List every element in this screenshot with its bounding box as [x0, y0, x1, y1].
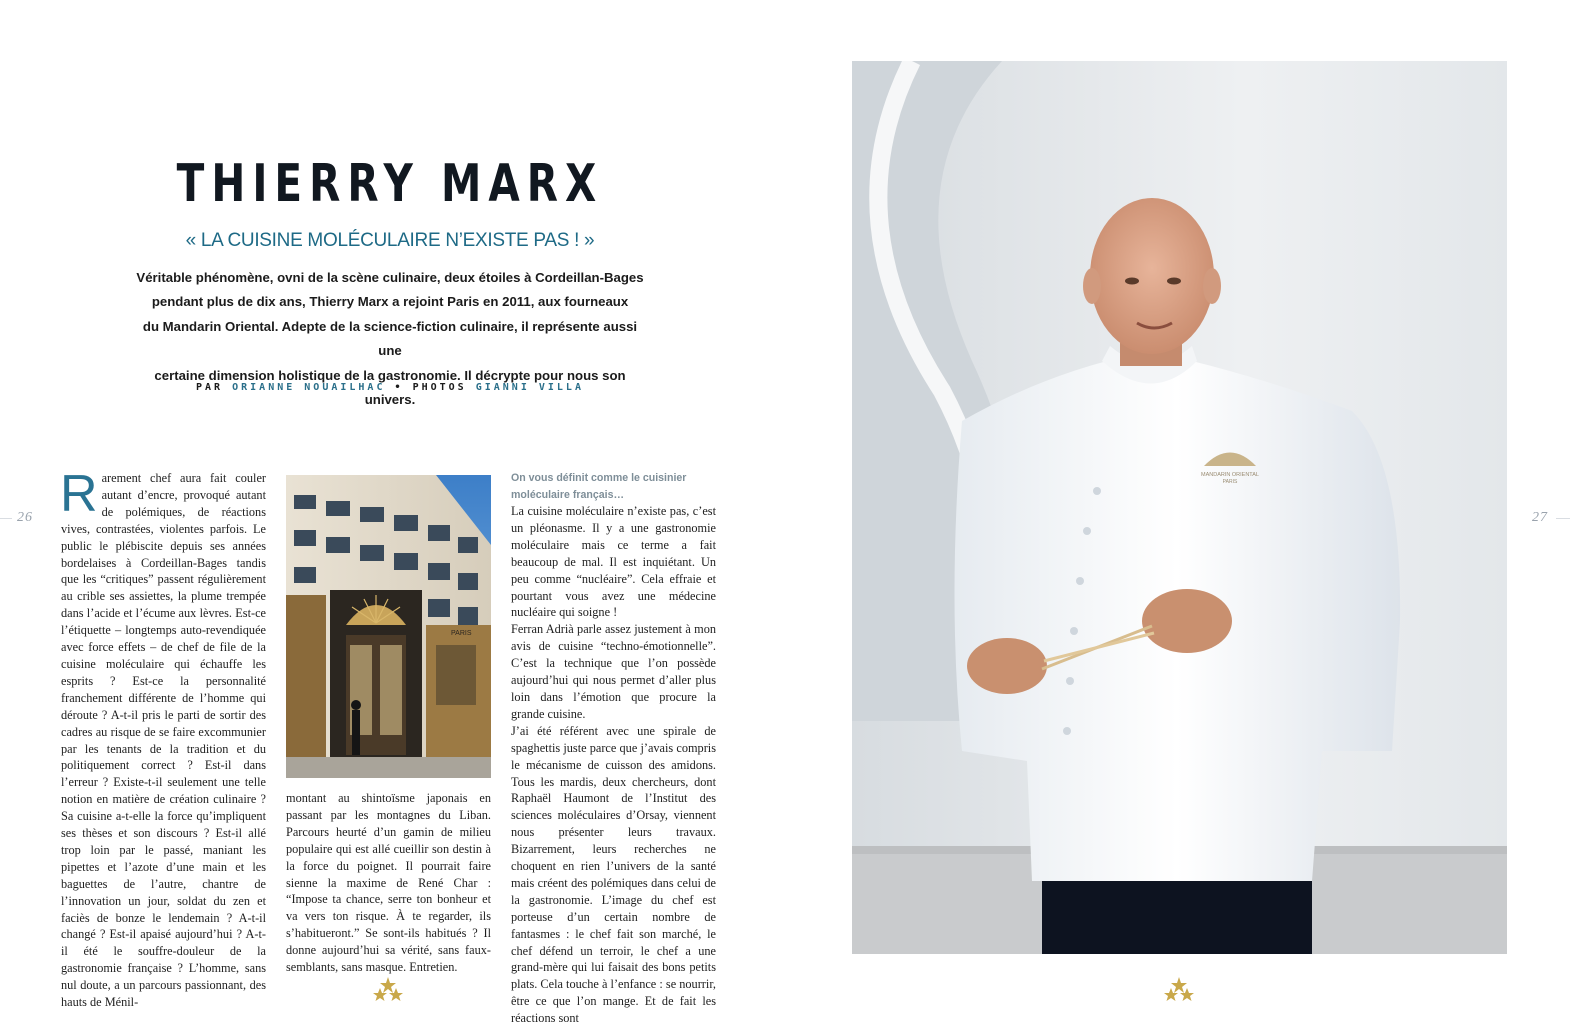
- chef-portrait-photo: [852, 61, 1507, 954]
- lead-line: du Mandarin Oriental. Adepte de la science-fiction culinaire, il représente aussi une: [142, 318, 638, 359]
- body-column-1: [60, 465, 266, 1010]
- credit-by-label: PAR: [196, 382, 224, 393]
- author-name: ORIANNE NOUAILHAC: [232, 382, 386, 393]
- body-column-3: [511, 470, 716, 1027]
- article-subtitle: « LA CUISINE MOLÉCULAIRE N’EXISTE PAS ! »: [185, 230, 595, 251]
- jacket-logo-text: MANDARIN ORIENTAL: [1201, 472, 1259, 478]
- body-column-2: [286, 790, 491, 976]
- lead-line: certaine dimension holistique de la gastronomie. Il décrypte pour nous son univers.: [154, 367, 626, 408]
- lead-line: Véritable phénomène, ovni de la scène culinaire, deux étoiles à Cordeillan-Bages: [136, 270, 644, 285]
- page-number-left: 26: [17, 510, 33, 525]
- article-credits: [100, 382, 680, 393]
- page-rule-right: [1556, 518, 1570, 519]
- column-text: arement chef aura fait couler autant d’encre, provoqué autant de polémiques, de réactions vives, contrastées, violentes parfois. Le public le plébiscite depuis ses années bordelaises à Cordeillan-Bages tandis que les “critiques” passent régulièrement au crible ses assiettes, la plume trempée dans l’acide et l’écume aux lèvres. Est-ce l’étiquette – longtemps auto-revendiquée avec force effets – de chef de file de la cuisine moléculaire qui échauffe les esprits ? Est-ce la personnalité franchement différente de l’homme qui déroute ? A-t-il pris le parti de sortir des cadres au risque de se faire excommunier par les tenants de la tradition et du politiquement correct ? Est-il dans l’erreur ? Existe-t-il seulement une telle notion en matière de création culinaire ? Sa cuisine a-t-elle la force qu’impliquent ses thèses et son discours ? Est-il allé trop loin par le passé, maniant les pipettes et l’azote d’une main et les baguettes de l’autre, chantre de l’innovation un jour, soldat du zen et faciès de bonze le lendemain ? A-t-il changé ? Est-il apaisé aujourd’hui ? A-t-il été le souffre-douleur de la gastronomie française ? L’homme, sans nul doute, a un parcours passionnant, des hauts de Ménil-: [61, 471, 266, 1010]
- interview-question: On vous définit comme le cuisinier moléculaire français…: [511, 472, 687, 501]
- article-title: THIERRY MARX: [176, 154, 604, 214]
- credit-photos-label: PHOTOS: [412, 382, 467, 393]
- hotel-building-photo: [286, 475, 491, 778]
- building-sign-text: PARIS: [451, 630, 472, 637]
- jacket-logo-city: PARIS: [1222, 479, 1238, 485]
- answer-paragraph: La cuisine moléculaire n’existe pas, c’est un pléonasme. Il y a une gastronomie moléculaire mais ce terme a fait beaucoup de mal. Il est inquiétant. Un peu comme “nucléaire”. Cela effraie et pourtant vous avez une médecine nucléaire qui soigne !: [511, 504, 716, 620]
- lead-line: pendant plus de dix ans, Thierry Marx a rejoint Paris en 2011, aux fourneaux: [151, 294, 629, 310]
- star-ornament-icon: [372, 976, 404, 1004]
- answer-paragraph: Ferran Adrià parle assez justement à mon avis de cuisine “techno-émotionnelle”. C’est la technique que l’on possède aujourd’hui qui nous permet d’aller plus loin dans l’émotion que procure la grande cuisine.: [511, 622, 716, 721]
- column-text: montant au shintoïsme japonais en passant par les montagnes du Liban. Parcours heurté d’un gamin de milieu populaire qui est allé cueillir son destin à la force du poignet. Il pourrait faire sienne la maxime de René Char : “Impose ta chance, serre ton bonheur et va vers ton risque. À te regarder, ils s’habitueront.” Se sont-ils habitués ? Il donne aujourd’hui sa vérité, sans faux-semblants, sans masque. Entretien.: [286, 791, 491, 975]
- credit-separator: •: [394, 382, 404, 393]
- page-rule-left: [0, 518, 12, 519]
- photographer-name: GIANNI VILLA: [475, 382, 584, 393]
- star-ornament-icon: [1163, 976, 1195, 1004]
- answer-paragraph: J’ai été référent avec une spirale de spaghettis juste parce que j’avais compris le mécanisme de cuisson des amidons. Tous les mardis, deux chercheurs, dont Raphaël Haumont de l’Institut des sciences moléculaires d’Orsay, viennent nous présenter leurs travaux. Bizarrement, leurs recherches ne choquent en rien l’univers de la santé mais créent des polémiques dans celui de la gastronomie. L’image du chef est porteuse d’un certain nombre de fantasmes : le chef fait son marché, le chef défend un terroir, le chef a une grand-mère qui lui faisait des bons petits plats. Cela touche à l’enfance : se nourrir, être ce que l’on mange. Et de fait les réactions sont: [511, 723, 716, 1026]
- drop-cap: R: [60, 465, 98, 523]
- page-number-right: 27: [1532, 510, 1548, 525]
